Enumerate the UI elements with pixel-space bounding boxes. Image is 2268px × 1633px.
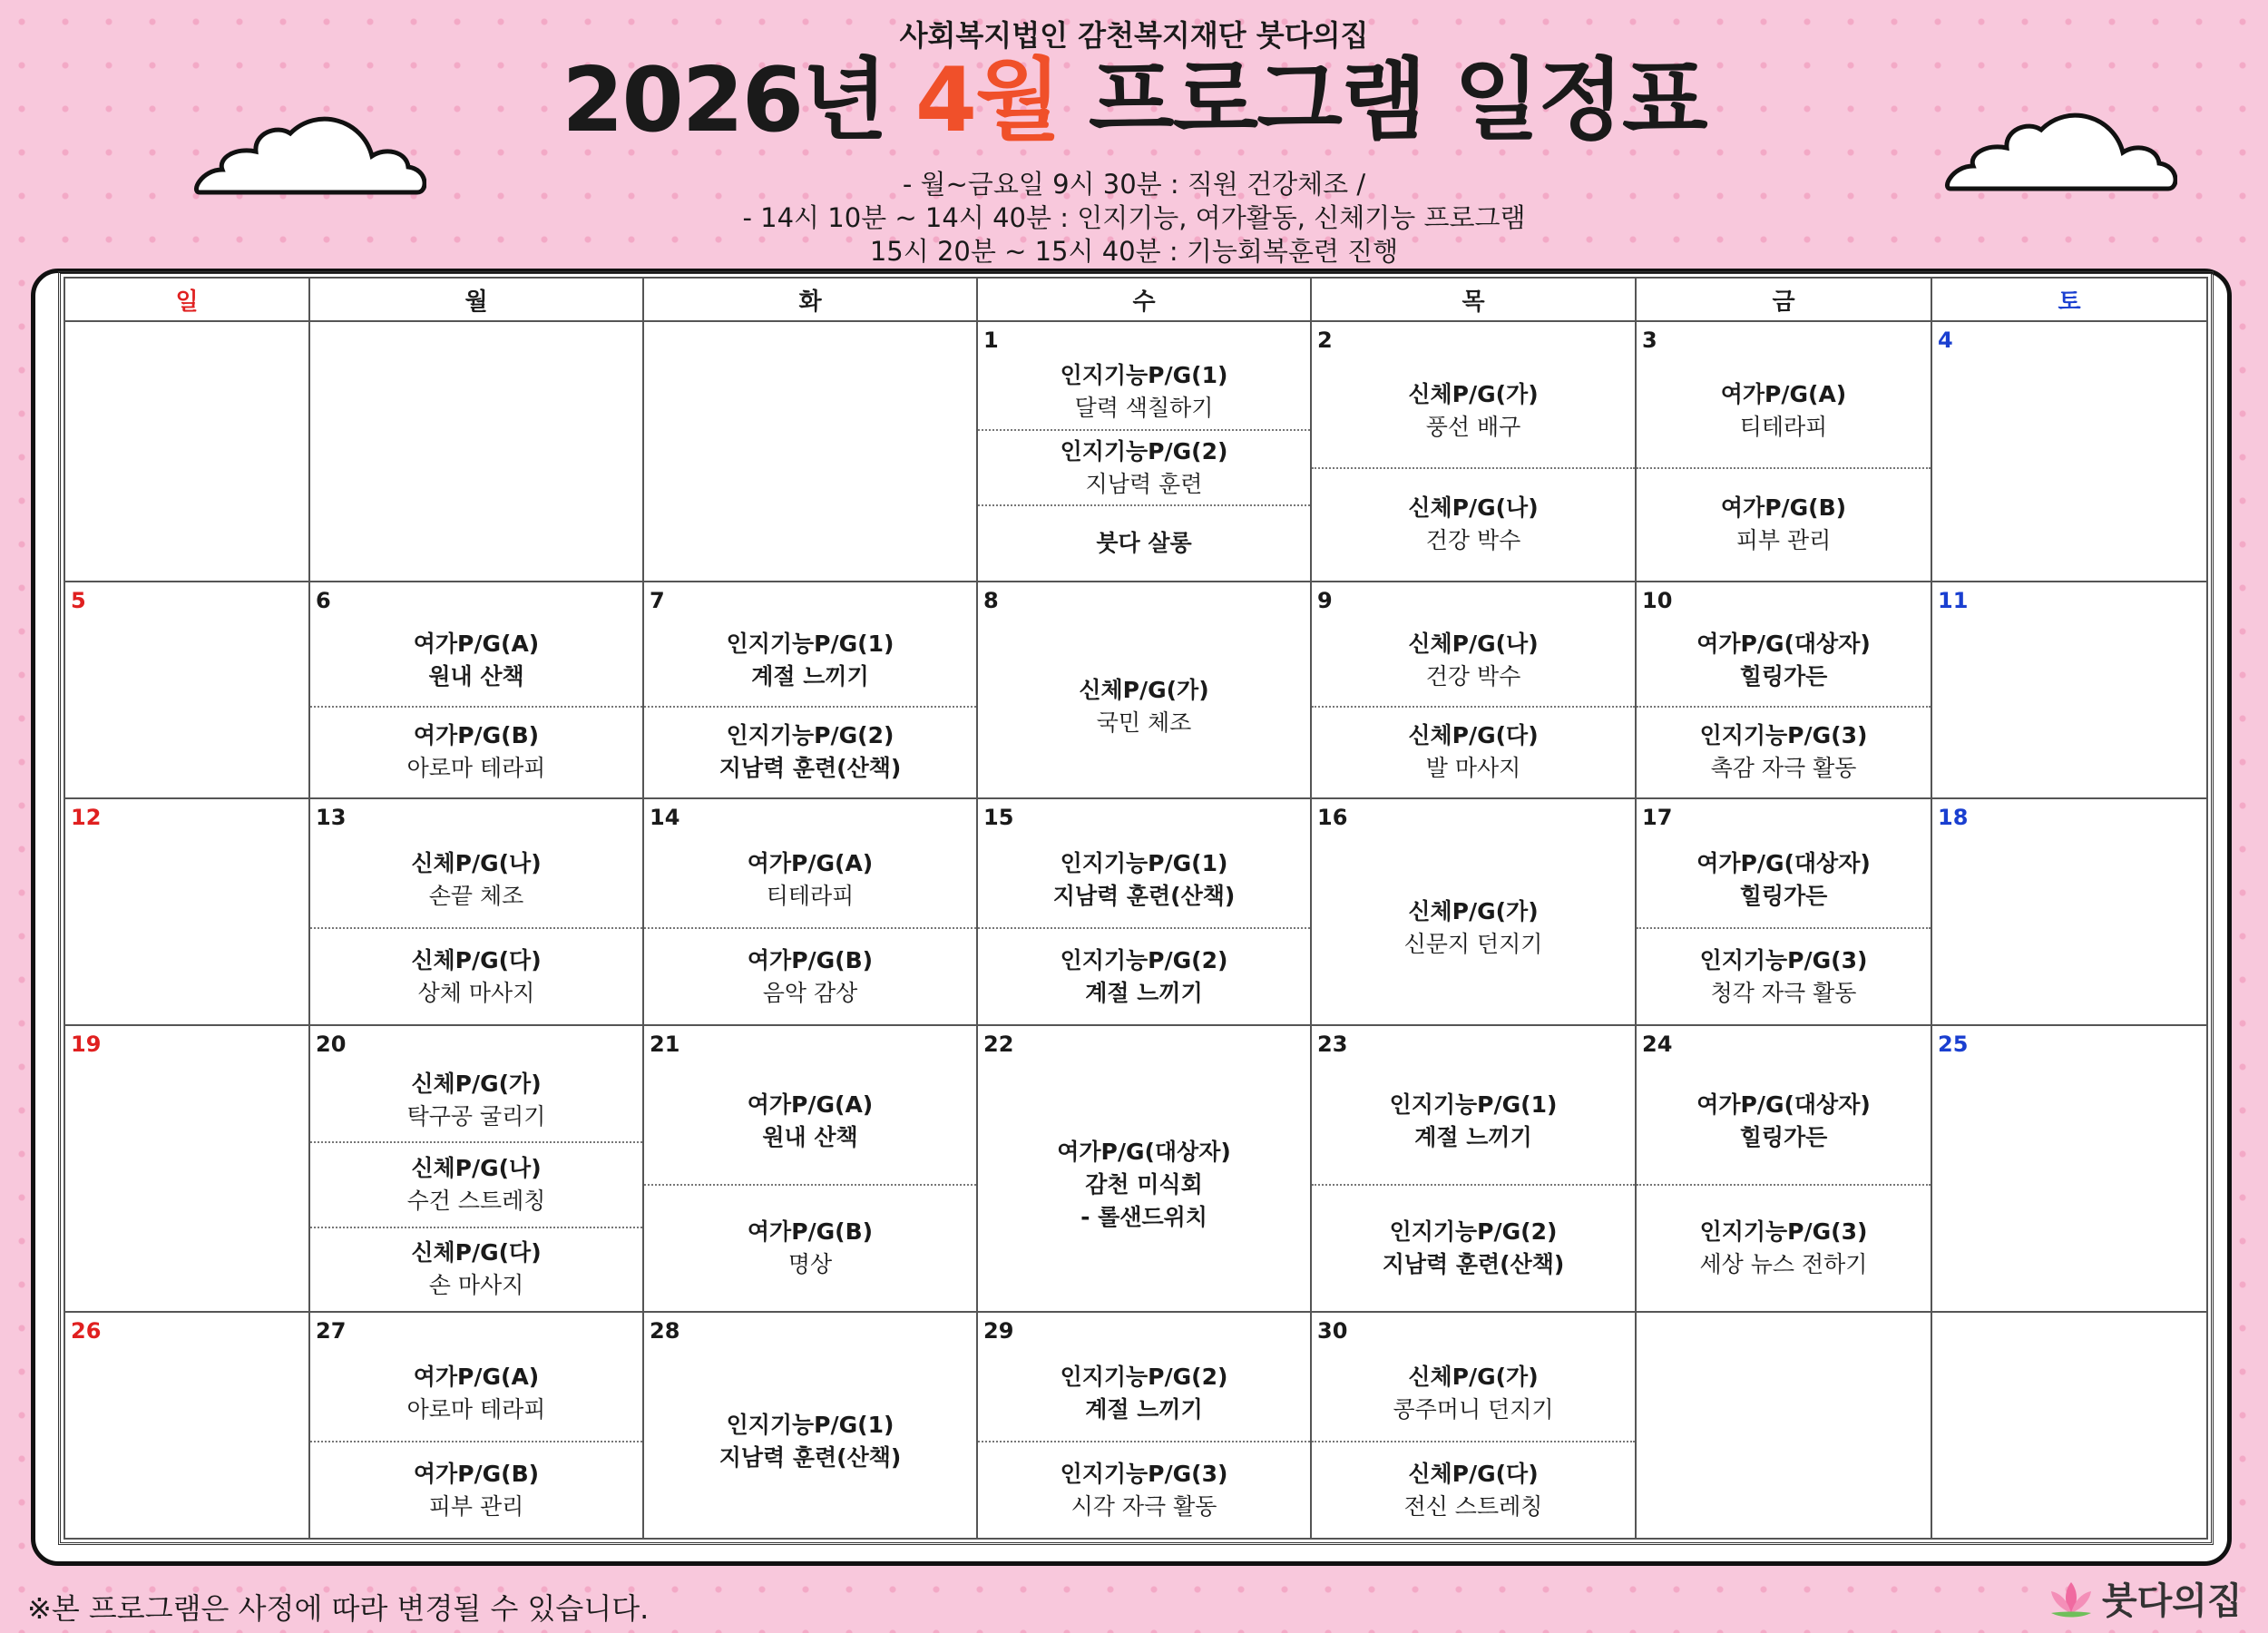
lotus-icon (2046, 1579, 2097, 1618)
calendar-day-cell (64, 582, 309, 798)
day-number: 24 (1642, 1032, 1673, 1057)
day-cell-content (644, 1313, 976, 1538)
program-list (65, 355, 308, 581)
brand-logo (2046, 1572, 2243, 1624)
day-cell-content (978, 1313, 1310, 1538)
day-number: 11 (1938, 588, 1969, 613)
program-activity: 지남력 훈련(산책) (1382, 1251, 1565, 1277)
program-block (1637, 832, 1931, 927)
program-name: 여가P/G(A) (1720, 380, 1847, 407)
program-block (1637, 467, 1931, 582)
calendar-day-cell (64, 1025, 309, 1312)
program-activity: 힐링가든 (1739, 882, 1828, 909)
day-cell-content (310, 1313, 642, 1538)
program-block (1312, 355, 1635, 467)
day-cell-content (310, 799, 642, 1024)
program-name: 인지기능P/G(2) (1389, 1218, 1558, 1245)
program-list (978, 832, 1310, 1024)
program-name: 인지기능P/G(3) (1699, 946, 1868, 973)
day-number (644, 322, 976, 355)
program-activity: 힐링가든 (1739, 1124, 1828, 1150)
program-list (310, 355, 642, 581)
calendar-day-cell (64, 798, 309, 1025)
calendar-day-cell (1311, 1025, 1636, 1312)
program-activity: 지남력 훈련 (1085, 470, 1203, 497)
calendar-day-cell (643, 582, 977, 798)
program-block (310, 1141, 642, 1226)
program-activity: 시각 자극 활동 (1070, 1492, 1217, 1520)
program-block (1312, 1345, 1635, 1441)
program-activity: 발 마사지 (1425, 755, 1521, 782)
program-name: 붓다 살롱 (1096, 530, 1192, 557)
program-name: 신체P/G(가) (1079, 676, 1209, 703)
calendar-day-cell (1636, 582, 1931, 798)
day-cell-content (1637, 322, 1931, 581)
program-name: 신체P/G(다) (1408, 1460, 1539, 1487)
program-list (1637, 615, 1931, 797)
calendar-week-row (64, 1312, 2207, 1539)
program-block (310, 1227, 642, 1311)
day-number: 15 (983, 805, 1014, 830)
program-list (1312, 355, 1635, 581)
program-block (644, 706, 976, 798)
program-block (310, 832, 642, 927)
day-number: 1 (983, 328, 999, 353)
day-cell-content (65, 1313, 308, 1538)
program-activity: 계절 느끼기 (1085, 979, 1203, 1006)
program-name: 여가P/G(A) (413, 630, 540, 657)
program-list (65, 832, 308, 1024)
calendar-day-cell (1931, 321, 2207, 582)
day-number (65, 322, 308, 355)
program-block (1312, 1441, 1635, 1538)
calendar-day-cell (1311, 798, 1636, 1025)
program-name: 여가P/G(B) (747, 1218, 874, 1245)
program-name: 여가P/G(B) (1720, 494, 1847, 522)
calendar-day-cell (643, 1025, 977, 1312)
program-name: 신체P/G(나) (1408, 630, 1539, 657)
weekday-sat: 토 (1931, 278, 2207, 321)
calendar-day-cell (1636, 1025, 1931, 1312)
program-block (1312, 1059, 1635, 1184)
title-rest: 프로그램 일정표 (1088, 49, 1706, 152)
program-name: 여가P/G(대상자) (1057, 1139, 1231, 1165)
day-number: 30 (1317, 1318, 1348, 1344)
program-name: 신체P/G(가) (1408, 1363, 1539, 1390)
day-number (1637, 1313, 1931, 1345)
day-cell-content (1637, 582, 1931, 797)
program-name: 인지기능P/G(3) (1699, 1218, 1868, 1245)
day-number: 9 (1317, 588, 1333, 613)
day-cell-content (65, 322, 308, 581)
calendar-day-cell (1636, 798, 1931, 1025)
calendar-week-row (64, 1025, 2207, 1312)
program-activity: 세상 뉴스 전하기 (1699, 1251, 1868, 1277)
note-line: - 14시 10분 ~ 14시 40분 : 인지기능, 여가활동, 신체기능 프로그램 (742, 202, 1526, 233)
calendar-day-cell (977, 1025, 1311, 1312)
weekday-thu: 목 (1311, 278, 1636, 321)
day-cell-content (644, 322, 976, 581)
calendar-day-cell (1636, 1312, 1931, 1539)
day-number: 5 (71, 588, 86, 613)
program-name: 여가P/G(B) (413, 722, 540, 749)
program-block (1312, 832, 1635, 1024)
program-activity: 전신 스트레칭 (1403, 1492, 1543, 1520)
footer-notice: ※본 프로그램은 사정에 따라 변경될 수 있습니다. (27, 1591, 650, 1626)
program-activity: 힐링가든 (1739, 662, 1828, 689)
weekday-wed: 수 (977, 278, 1311, 321)
program-list (1932, 355, 2206, 581)
program-activity: 건강 박수 (1425, 527, 1521, 554)
calendar-day-cell (1311, 582, 1636, 798)
calendar-week-row (64, 321, 2207, 582)
program-block (978, 615, 1310, 797)
program-list (1312, 1345, 1635, 1538)
program-block (1312, 706, 1635, 798)
day-cell-content (978, 799, 1310, 1024)
note-line: - 월~금요일 9시 30분 : 직원 건강체조 / (902, 169, 1366, 200)
calendar-day-cell (1931, 1025, 2207, 1312)
calendar-day-cell (1931, 582, 2207, 798)
program-block (1637, 355, 1931, 467)
program-name: 신체P/G(나) (1408, 494, 1539, 522)
program-name: 여가P/G(A) (747, 1091, 874, 1118)
program-activity: 아로마 테라피 (406, 1395, 546, 1423)
day-number: 6 (316, 588, 331, 613)
program-list (978, 355, 1310, 581)
program-block (1637, 927, 1931, 1024)
program-activity-detail: - 롤샌드위치 (1080, 1204, 1207, 1230)
day-number: 27 (316, 1318, 347, 1344)
program-list (65, 1345, 308, 1538)
program-block (978, 504, 1310, 581)
program-name: 인지기능P/G(1) (726, 630, 894, 657)
calendar-day-cell (64, 321, 309, 582)
program-block (310, 927, 642, 1024)
program-name: 여가P/G(대상자) (1696, 630, 1871, 657)
program-block (644, 1059, 976, 1184)
program-list (644, 832, 976, 1024)
day-number: 2 (1317, 328, 1333, 353)
program-list (310, 832, 642, 1024)
day-number: 14 (650, 805, 680, 830)
program-activity: 신문지 던지기 (1403, 931, 1543, 957)
program-block (1637, 1184, 1931, 1311)
program-block (644, 927, 976, 1024)
program-name: 신체P/G(가) (411, 1070, 542, 1097)
calendar-day-cell (977, 1312, 1311, 1539)
program-activity: 지남력 훈련(산책) (1052, 882, 1236, 909)
program-activity: 원내 산책 (762, 1124, 858, 1150)
program-list (1637, 1345, 1931, 1538)
day-number: 19 (71, 1032, 102, 1057)
program-block (644, 832, 976, 927)
program-name: 여가P/G(B) (747, 946, 874, 973)
program-block (1312, 1184, 1635, 1311)
program-activity: 명상 (787, 1251, 833, 1277)
program-block (1312, 467, 1635, 582)
day-cell-content (310, 1026, 642, 1311)
program-activity: 달력 색칠하기 (1074, 394, 1214, 421)
calendar-day-cell (1311, 321, 1636, 582)
day-number: 18 (1938, 805, 1969, 830)
weekday-fri: 금 (1636, 278, 1931, 321)
calendar-day-cell (977, 798, 1311, 1025)
program-list (1932, 1059, 2206, 1311)
program-activity: 지남력 훈련(산책) (719, 755, 902, 782)
program-name: 신체P/G(나) (411, 1154, 542, 1181)
program-name: 여가P/G(A) (747, 849, 874, 876)
day-cell-content (1637, 799, 1931, 1024)
program-activity: 피부 관리 (428, 1492, 524, 1520)
day-cell-content (1312, 322, 1635, 581)
program-block (310, 615, 642, 706)
program-activity: 손 마사지 (428, 1272, 524, 1299)
program-activity: 탁구공 굴리기 (406, 1102, 546, 1129)
program-block (1312, 615, 1635, 706)
calendar-day-cell (309, 321, 643, 582)
calendar-day-cell (643, 798, 977, 1025)
day-cell-content (65, 799, 308, 1024)
program-block (310, 706, 642, 798)
program-name: 신체P/G(가) (1408, 898, 1539, 924)
program-activity: 촉감 자극 활동 (1710, 755, 1857, 782)
day-cell-content (65, 582, 308, 797)
day-cell-content (1932, 1313, 2206, 1538)
program-block (1637, 706, 1931, 798)
day-number (1932, 1313, 2206, 1345)
calendar-day-cell (309, 798, 643, 1025)
program-block (644, 1184, 976, 1311)
program-activity: 티테라피 (766, 882, 855, 909)
note-line: 15시 20분 ~ 15시 40분 : 기능회복훈련 진행 (869, 236, 1399, 267)
program-name: 인지기능P/G(1) (1060, 361, 1228, 388)
program-block (978, 355, 1310, 429)
program-list (644, 1345, 976, 1538)
program-list (978, 1345, 1310, 1538)
calendar-week-row (64, 798, 2207, 1025)
program-list (644, 355, 976, 581)
weekday-header-row (64, 278, 2207, 321)
program-list (310, 1345, 642, 1538)
program-block (978, 1059, 1310, 1311)
program-activity: 아로마 테라피 (406, 755, 546, 782)
schedule-notes (0, 168, 2268, 269)
org-name: 사회복지법인 감천복지재단 붓다의집 (899, 18, 1369, 53)
program-name: 인지기능P/G(3) (1699, 722, 1868, 749)
day-cell-content (978, 322, 1310, 581)
day-number: 8 (983, 588, 999, 613)
program-block (1637, 1059, 1931, 1184)
program-list (1932, 1345, 2206, 1538)
program-name: 인지기능P/G(2) (1060, 437, 1228, 464)
day-number: 7 (650, 588, 665, 613)
program-list (1637, 832, 1931, 1024)
day-cell-content (644, 1026, 976, 1311)
title-month: 4월 (914, 49, 1060, 152)
program-name: 여가P/G(대상자) (1696, 1091, 1871, 1118)
program-name: 인지기능P/G(2) (726, 722, 894, 749)
calendar-day-cell (64, 1312, 309, 1539)
program-activity: 계절 느끼기 (1085, 1395, 1203, 1423)
title-year: 2026년 (562, 49, 886, 152)
program-block (310, 1441, 642, 1538)
program-block (644, 615, 976, 706)
program-activity: 피부 관리 (1735, 527, 1832, 554)
day-number: 3 (1642, 328, 1657, 353)
program-activity: 콩주머니 던지기 (1393, 1395, 1554, 1423)
day-number: 4 (1938, 328, 1953, 353)
day-cell-content (310, 582, 642, 797)
program-activity: 상체 마사지 (417, 979, 535, 1006)
program-list (644, 615, 976, 797)
weekday-tue: 화 (643, 278, 977, 321)
program-activity: 지남력 훈련(산책) (719, 1444, 902, 1471)
program-activity: 청각 자극 활동 (1710, 979, 1857, 1006)
day-number: 29 (983, 1318, 1014, 1344)
day-number: 13 (316, 805, 347, 830)
day-cell-content (644, 582, 976, 797)
program-name: 신체P/G(가) (1408, 380, 1539, 407)
program-activity: 계절 느끼기 (751, 662, 869, 689)
day-number: 21 (650, 1032, 680, 1057)
calendar-table (64, 277, 2208, 1540)
program-name: 신체P/G(다) (411, 946, 542, 973)
calendar-day-cell (309, 1025, 643, 1312)
day-number: 23 (1317, 1032, 1348, 1057)
day-cell-content (1637, 1313, 1931, 1538)
program-name: 여가P/G(A) (413, 1363, 540, 1390)
day-number: 16 (1317, 805, 1348, 830)
day-number: 25 (1938, 1032, 1969, 1057)
program-activity: 수건 스트레칭 (406, 1187, 546, 1214)
program-block (1637, 615, 1931, 706)
calendar-day-cell (643, 1312, 977, 1539)
day-cell-content (1312, 799, 1635, 1024)
program-activity: 티테라피 (1739, 413, 1828, 440)
day-number: 20 (316, 1032, 347, 1057)
program-activity: 원내 산책 (428, 662, 524, 689)
day-cell-content (978, 582, 1310, 797)
day-number: 12 (71, 805, 102, 830)
program-name: 인지기능P/G(2) (1060, 946, 1228, 973)
program-activity: 풍선 배구 (1425, 413, 1521, 440)
program-activity: 건강 박수 (1425, 662, 1521, 689)
program-block (978, 429, 1310, 505)
weekday-mon: 월 (309, 278, 643, 321)
day-cell-content (1932, 1026, 2206, 1311)
calendar-day-cell (1931, 798, 2207, 1025)
calendar-day-cell (643, 321, 977, 582)
day-cell-content (644, 799, 976, 1024)
day-cell-content (1312, 582, 1635, 797)
program-list (1312, 1059, 1635, 1311)
program-block (978, 832, 1310, 927)
calendar-day-cell (977, 321, 1311, 582)
program-list (310, 1059, 642, 1311)
program-list (978, 615, 1310, 797)
program-name: 인지기능P/G(2) (1060, 1363, 1228, 1390)
program-list (1637, 355, 1931, 581)
program-block (310, 1345, 642, 1441)
day-cell-content (1312, 1313, 1635, 1538)
program-block (310, 1059, 642, 1141)
calendar-day-cell (1636, 321, 1931, 582)
program-name: 인지기능P/G(1) (726, 1412, 894, 1438)
day-number: 22 (983, 1032, 1014, 1057)
calendar-day-cell (1311, 1312, 1636, 1539)
day-cell-content (1932, 322, 2206, 581)
program-list (1932, 832, 2206, 1024)
program-name: 신체P/G(나) (411, 849, 542, 876)
calendar-day-cell (309, 1312, 643, 1539)
program-list (978, 1059, 1310, 1311)
day-cell-content (1312, 1026, 1635, 1311)
day-cell-content (65, 1026, 308, 1311)
program-block (978, 1441, 1310, 1538)
program-activity: 음악 감상 (762, 979, 858, 1006)
day-cell-content (1932, 799, 2206, 1024)
program-block (978, 927, 1310, 1024)
day-number: 28 (650, 1318, 680, 1344)
program-list (65, 1059, 308, 1311)
program-list (1312, 832, 1635, 1024)
program-block (644, 1345, 976, 1538)
program-list (65, 615, 308, 797)
program-list (644, 1059, 976, 1311)
calendar-day-cell (309, 582, 643, 798)
day-cell-content (310, 322, 642, 581)
day-number: 26 (71, 1318, 102, 1344)
program-block (978, 1345, 1310, 1441)
day-cell-content (1637, 1026, 1931, 1311)
program-name: 신체P/G(다) (1408, 722, 1539, 749)
logo-text: 붓다의집 (2102, 1580, 2243, 1622)
program-list (1932, 615, 2206, 797)
program-name: 인지기능P/G(3) (1060, 1460, 1228, 1487)
weekday-sun: 일 (64, 278, 309, 321)
day-number: 10 (1642, 588, 1673, 613)
day-number: 17 (1642, 805, 1673, 830)
program-name: 여가P/G(B) (413, 1460, 540, 1487)
program-name: 여가P/G(대상자) (1696, 849, 1871, 876)
program-activity: 손끝 체조 (428, 882, 524, 909)
program-list (1637, 1059, 1931, 1311)
calendar-day-cell (977, 582, 1311, 798)
calendar-week-row (64, 582, 2207, 798)
program-list (310, 615, 642, 797)
program-activity: 계절 느끼기 (1414, 1124, 1532, 1150)
program-activity: 감천 미식회 (1085, 1171, 1203, 1198)
program-name: 인지기능P/G(1) (1060, 849, 1228, 876)
day-cell-content (1932, 582, 2206, 797)
day-number (310, 322, 642, 355)
program-activity: 국민 체조 (1096, 709, 1192, 736)
program-name: 신체P/G(다) (411, 1239, 542, 1266)
program-list (1312, 615, 1635, 797)
program-name: 인지기능P/G(1) (1389, 1091, 1558, 1118)
calendar-day-cell (1931, 1312, 2207, 1539)
day-cell-content (978, 1026, 1310, 1311)
